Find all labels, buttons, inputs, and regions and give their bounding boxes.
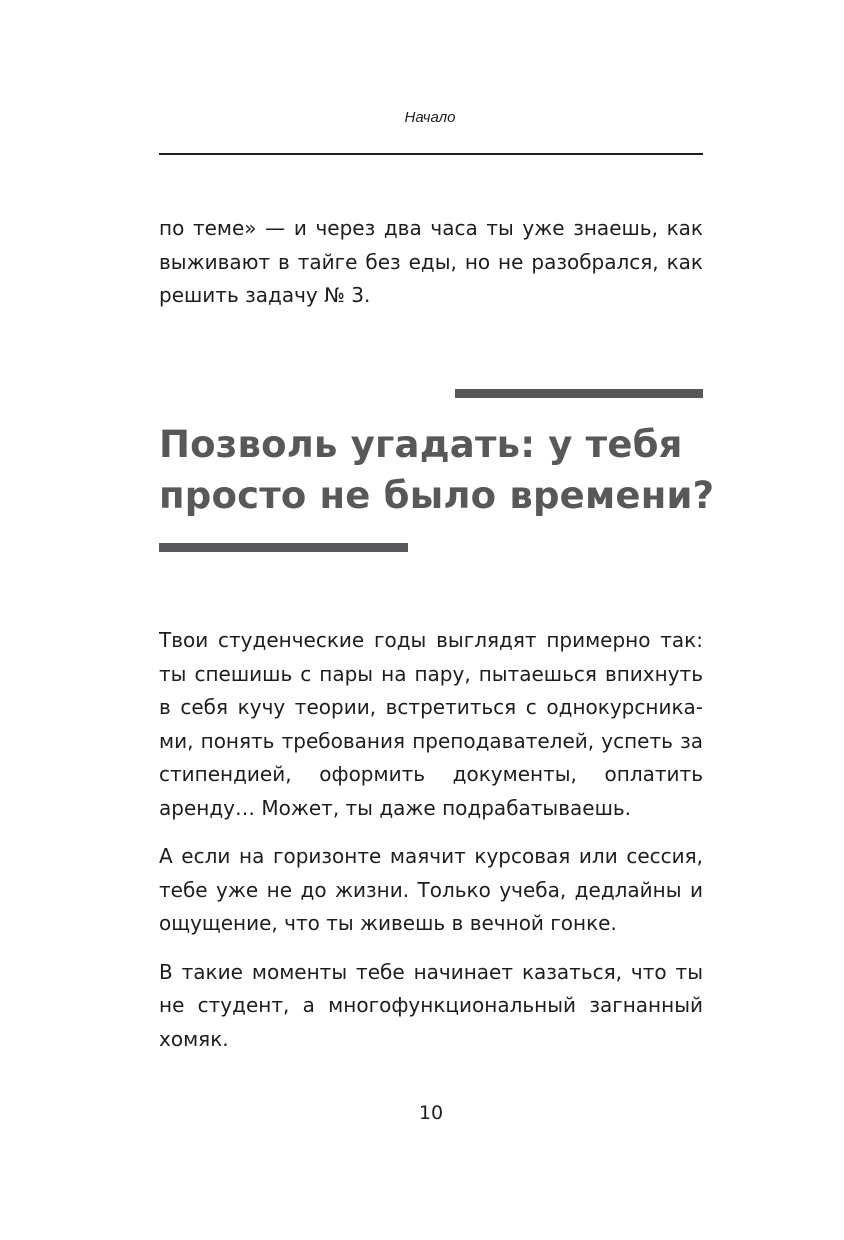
section-heading-line-1: Позволь угадать: у тебя xyxy=(159,423,683,466)
heading-bottom-bar xyxy=(159,543,408,552)
page-number: 10 xyxy=(418,1102,444,1124)
heading-top-bar xyxy=(455,389,703,398)
body-text-block xyxy=(159,624,703,1056)
intro-paragraph: по теме» — и через два часа ты уже знаешь, как выживают в тайге без еды, но не разобрался, как решить задачу № 3. xyxy=(159,216,703,307)
intro-text-block xyxy=(159,212,703,313)
body-paragraph-2: А если на горизонте маячит курсовая или сессия, тебе уже не до жизни. Только учеба, дедлайны и ощущение, что ты живешь в вечной гонке. xyxy=(159,844,703,935)
body-paragraph-3: В такие моменты тебе начинает казаться, что ты не студент, а многофункциональный загнанный хомяк. xyxy=(159,959,703,1051)
section-heading-line-2: просто не было времени? xyxy=(159,474,715,517)
body-paragraph-1: Твои студенческие годы выглядят примерно так: ты спешишь с пары на пару, пытаешься впихнуть в себя кучу теории, встретиться с однокурсниками, понять требования преподавателей, успеть за стипендией, оформить документы, оплатить аренду… Может, ты даже подрабатываешь. xyxy=(159,628,703,820)
header-rule xyxy=(159,153,703,155)
section-heading xyxy=(159,419,719,521)
running-head: Начало xyxy=(404,109,456,126)
